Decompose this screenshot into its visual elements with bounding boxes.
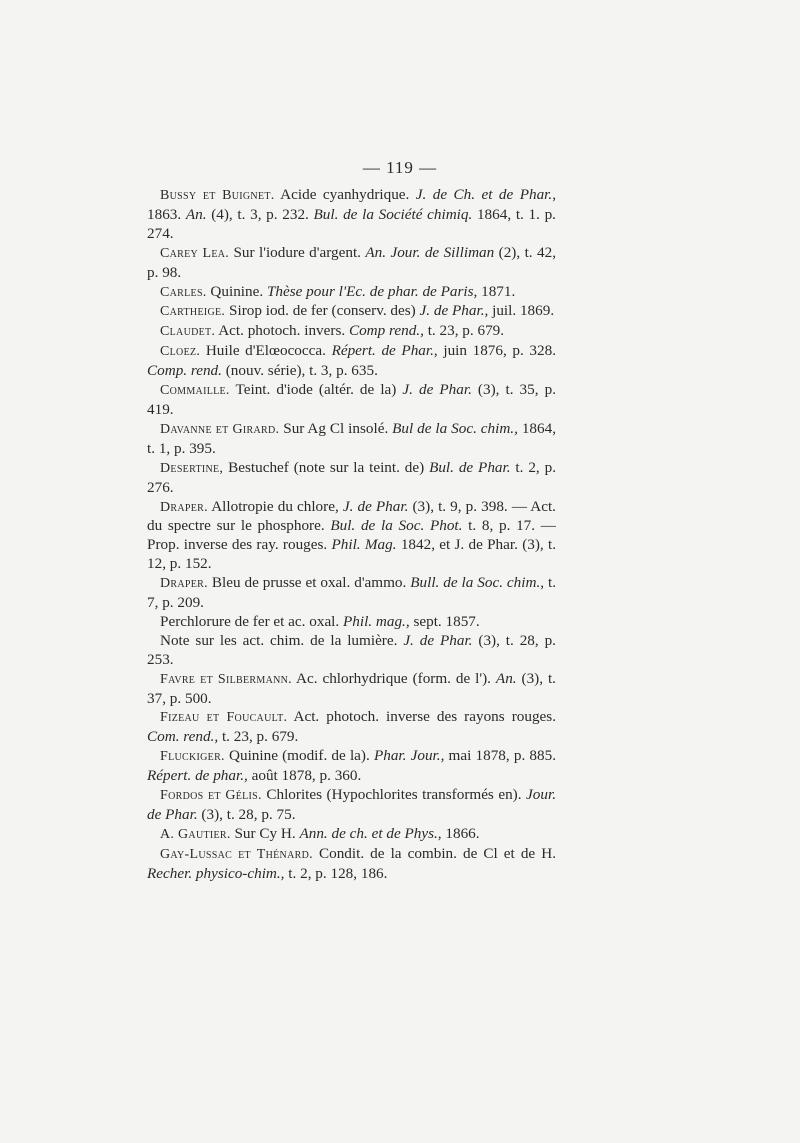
- entry-text: Teint. d'iode (altér. de la): [229, 381, 403, 399]
- author-name: A. Gautier.: [160, 826, 231, 842]
- source-title: Bul de la Soc. chim.,: [392, 419, 518, 437]
- author-name: Fordos et Gélis.: [160, 788, 262, 804]
- source-title: Phil. mag.,: [343, 612, 410, 630]
- author-name: Claudet.: [160, 324, 216, 340]
- author-name: Draper.: [160, 576, 208, 592]
- source-title: J. de Phar.,: [419, 302, 489, 320]
- source-title: Jour. de Phar.: [147, 786, 556, 823]
- bibliography-entry: [147, 459, 556, 498]
- entry-text: août 1878, p. 360.: [247, 767, 362, 785]
- entry-text: 1866.: [441, 824, 480, 842]
- entry-text: (3), t. 37, p. 500.: [147, 669, 556, 707]
- entry-text: t. 2, p. 128, 186.: [284, 864, 388, 882]
- entry-text: , 1863.: [147, 186, 556, 223]
- entry-text: (3), t. 28, p. 253.: [147, 631, 556, 668]
- source-title: J. de Ch. et de Phar.: [415, 186, 553, 203]
- bibliography-entry: [147, 381, 556, 420]
- entry-text: sept. 1857.: [409, 612, 480, 630]
- bibliography-entry: [147, 420, 556, 459]
- source-title: Phil. Mag.: [331, 536, 397, 554]
- entry-text: t. 2, p. 276.: [147, 458, 556, 496]
- entry-text: juil. 1869.: [488, 302, 555, 320]
- entry-text: Act. photoch. invers.: [215, 322, 349, 340]
- author-name: Commaille.: [160, 383, 230, 399]
- author-name: Carles.: [160, 284, 207, 300]
- entry-text: (3), t. 9, p. 398. — Act. du spectre sur le phosphore.: [147, 497, 556, 535]
- source-title: Répert. de phar.,: [147, 767, 248, 785]
- author-name: Favre et Silbermann.: [160, 671, 292, 687]
- source-title: Recher. physico-chim.,: [147, 864, 285, 882]
- entry-text: Act. photoch. inverse des rayons rouges.: [287, 708, 556, 726]
- source-title: Thèse pour l'Ec. de phar. de Paris,: [266, 282, 478, 300]
- entry-text: t. 7, p. 209.: [147, 574, 556, 612]
- entry-text: 1871.: [477, 282, 516, 300]
- entry-text: Chlorites (Hypochlorites transformés en).: [261, 786, 527, 804]
- bibliography-entry: [147, 342, 556, 381]
- entry-text: Sur Ag Cl insolé.: [279, 419, 393, 437]
- bibliography-entry: [147, 632, 556, 670]
- bibliography-entry: [147, 244, 556, 283]
- bibliography-entry: [147, 747, 556, 786]
- entry-text: Acide cyanhydrique.: [274, 186, 416, 203]
- bibliography-entry: [147, 845, 556, 884]
- page-number: — 119 —: [362, 158, 438, 177]
- source-title: Bul. de la Soc. Phot.: [330, 517, 463, 535]
- bibliography-entry: [147, 670, 556, 709]
- entry-text: t. 8, p. 17. — Prop. inverse des ray. rouges.: [147, 517, 556, 554]
- entry-text: 1864, t. 1. p. 274.: [147, 205, 556, 242]
- entry-text: t. 23, p. 679.: [423, 322, 505, 340]
- bibliography-entry: [147, 825, 556, 845]
- bibliography-entry: [147, 322, 556, 342]
- author-name: Davanne et Girard.: [160, 421, 280, 437]
- entry-text: 1864, t. 1, p. 395.: [147, 419, 556, 457]
- author-name: Draper.: [160, 499, 208, 515]
- author-name: Gay-Lussac et Thénard.: [160, 846, 313, 862]
- entry-text: (3), t. 28, p. 75.: [197, 806, 296, 823]
- source-title: Phar. Jour.,: [373, 747, 445, 765]
- bibliography-entry: [147, 283, 556, 303]
- entry-text: (nouv. série), t. 3, p. 635.: [221, 362, 378, 380]
- entry-text: 1842, et J. de Phar. (3), t. 12, p. 152.: [147, 536, 556, 573]
- entry-text: Quinine (modif. de la).: [224, 747, 374, 765]
- entry-text: Huile d'Elœococca.: [200, 342, 332, 360]
- author-name: Cloez.: [160, 344, 201, 360]
- source-title: Ann. de ch. et de Phys.,: [299, 824, 442, 842]
- bibliography-entry: [147, 498, 556, 575]
- bibliography-entry: [147, 708, 556, 747]
- entry-text: Bestuchef (note sur la teint. de): [223, 458, 430, 476]
- source-title: Bul. de la Société chimiq.: [313, 205, 473, 223]
- source-title: Bul. de Phar.: [429, 458, 511, 476]
- bibliography-entry: [147, 574, 556, 613]
- source-title: An. Jour. de Silliman: [365, 243, 495, 261]
- bibliography-entry: [147, 613, 556, 632]
- author-name: Cartheige.: [160, 304, 226, 320]
- entry-text: Sur l'iodure d'argent.: [229, 243, 366, 261]
- author-name: Carey Lea.: [160, 245, 230, 261]
- source-title: Bull. de la Soc. chim.,: [410, 574, 545, 592]
- entry-text: Sur Cy H.: [230, 824, 300, 842]
- author-name: Desertine,: [160, 460, 224, 476]
- source-title: Répert. de Phar.: [331, 342, 434, 360]
- author-name: Fluckiger.: [160, 749, 225, 765]
- author-name: Fizeau et Foucault.: [160, 710, 288, 726]
- bibliography-list: [147, 186, 556, 884]
- author-name: Bussy et Buignet.: [160, 188, 275, 203]
- entry-text: t. 23, p. 679.: [218, 728, 299, 746]
- entry-text: Bleu de prusse et oxal. d'ammo.: [207, 574, 411, 592]
- source-title: Com. rend.,: [147, 728, 219, 746]
- entry-text: (4), t. 3, p. 232.: [206, 205, 314, 223]
- entry-text: Perchlorure de fer et ac. oxal.: [160, 612, 343, 630]
- source-title: Comp rend.,: [348, 322, 424, 340]
- source-title: J. de Phar.: [402, 381, 472, 399]
- entry-text: Ac. chlorhydrique (form. de l').: [291, 669, 496, 687]
- bibliography-entry: [147, 186, 556, 244]
- source-title: J. de Phar.: [403, 631, 473, 649]
- entry-text: (3), t. 35, p. 419.: [147, 381, 556, 418]
- source-title: Comp. rend.: [147, 362, 222, 380]
- source-title: J. de Phar.: [342, 497, 409, 515]
- entry-text: Note sur les act. chim. de la lumière.: [160, 631, 404, 649]
- entry-text: Allotropie du chlore,: [207, 497, 343, 515]
- entry-text: (2), t. 42, p. 98.: [147, 243, 556, 281]
- bibliography-entry: [147, 302, 556, 322]
- source-title: An.: [495, 669, 517, 687]
- entry-text: mai 1878, p. 885.: [444, 747, 556, 765]
- entry-text: , juin 1876, p. 328.: [433, 342, 556, 360]
- entry-text: Sirop iod. de fer (conserv. des): [225, 302, 420, 320]
- entry-text: Condit. de la combin. de Cl et de H.: [312, 844, 556, 862]
- entry-text: Quinine.: [206, 282, 267, 300]
- source-title: An.: [185, 205, 207, 223]
- bibliography-entry: [147, 786, 556, 825]
